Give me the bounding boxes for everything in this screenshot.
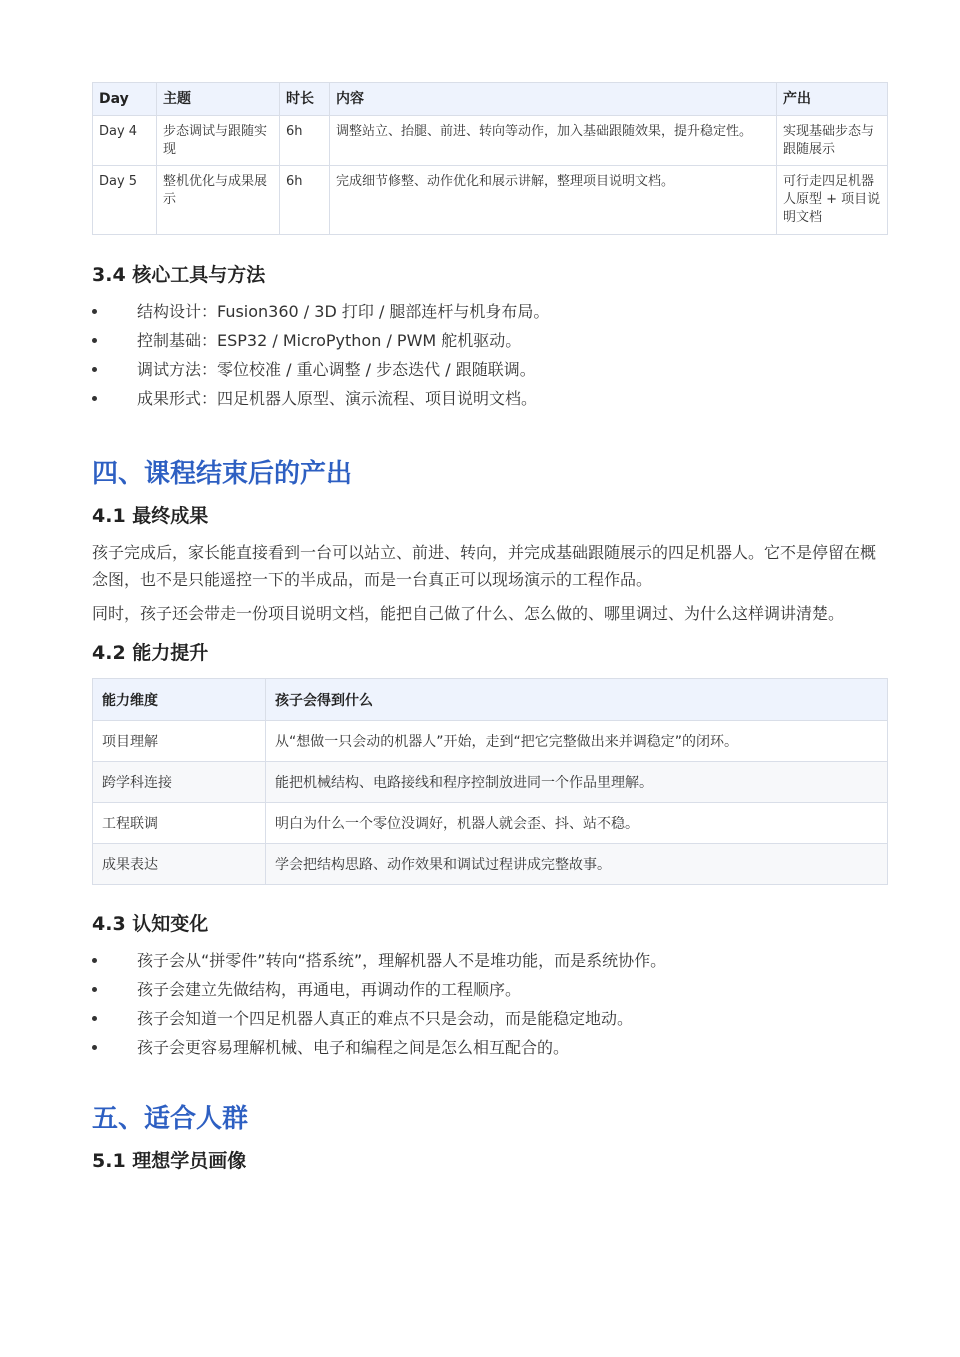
paragraph: 孩子完成后，家长能直接看到一台可以站立、前进、转向，并完成基础跟随展示的四足机器人。它不是停留在概念图，也不是只能遥控一下的半成品，而是一台真正可以现场演示的工程作品。 <box>92 543 877 589</box>
table-row <box>93 721 888 762</box>
col-header-gain: 孩子会得到什么 <box>266 679 888 721</box>
cell-dimension: 工程联调 <box>93 803 266 844</box>
section-5-heading: 五、适合人群 <box>92 1104 249 1134</box>
section-4-3-heading: 4.3 认知变化 <box>92 913 209 935</box>
cognition-list <box>92 946 887 1062</box>
cell-duration: 6h <box>280 166 330 235</box>
cell-gain: 明白为什么一个零位没调好，机器人就会歪、抖、站不稳。 <box>266 803 888 844</box>
cell-day: Day 5 <box>93 166 157 235</box>
table-row <box>93 803 888 844</box>
cell-gain: 能把机械结构、电路接线和程序控制放进同一个作品里理解。 <box>266 762 888 803</box>
list-item <box>92 946 887 975</box>
cell-content: 完成细节修整、动作优化和展示讲解，整理项目说明文档。 <box>330 166 777 235</box>
bullet-icon <box>92 367 97 372</box>
paragraph: 同时，孩子还会带走一份项目说明文档，能把自己做了什么、怎么做的、哪里调过、为什么这样调讲清楚。 <box>92 604 845 623</box>
cell-output: 实现基础步态与跟随展示 <box>777 116 888 166</box>
tools-list <box>92 297 887 413</box>
cell-day: Day 4 <box>93 116 157 166</box>
list-item <box>92 297 887 326</box>
col-header-topic: 主题 <box>157 83 280 116</box>
schedule-header-row <box>93 83 888 116</box>
bullet-icon <box>92 396 97 401</box>
list-item <box>92 326 887 355</box>
list-item-text: 孩子会从“拼零件”转向“搭系统”，理解机器人不是堆功能，而是系统协作。 <box>137 951 667 970</box>
section-5-1-heading: 5.1 理想学员画像 <box>92 1150 247 1172</box>
list-item-text: 调试方法：零位校准 / 重心调整 / 步态迭代 / 跟随联调。 <box>137 360 536 379</box>
list-item-text: 孩子会更容易理解机械、电子和编程之间是怎么相互配合的。 <box>137 1038 570 1057</box>
section-4-heading: 四、课程结束后的产出 <box>92 459 353 489</box>
section-4-2-heading: 4.2 能力提升 <box>92 642 209 664</box>
table-row <box>93 762 888 803</box>
col-header-duration: 时长 <box>280 83 330 116</box>
cell-gain: 学会把结构思路、动作效果和调试过程讲成完整故事。 <box>266 844 888 885</box>
ability-header-row <box>93 679 888 721</box>
cell-output: 可行走四足机器人原型 + 项目说明文档 <box>777 166 888 235</box>
cell-topic: 整机优化与成果展示 <box>157 166 280 235</box>
list-item-text: 控制基础：ESP32 / MicroPython / PWM 舵机驱动。 <box>137 331 522 350</box>
cell-dimension: 成果表达 <box>93 844 266 885</box>
bullet-icon <box>92 958 97 963</box>
cell-dimension: 跨学科连接 <box>93 762 266 803</box>
list-item <box>92 975 887 1004</box>
section-4-1-heading: 4.1 最终成果 <box>92 505 209 527</box>
list-item <box>92 355 887 384</box>
col-header-day: Day <box>93 83 157 116</box>
bullet-icon <box>92 309 97 314</box>
cell-content: 调整站立、抬腿、前进、转向等动作，加入基础跟随效果，提升稳定性。 <box>330 116 777 166</box>
cell-topic: 步态调试与跟随实现 <box>157 116 280 166</box>
list-item <box>92 1033 887 1062</box>
list-item-text: 孩子会知道一个四足机器人真正的难点不只是会动，而是能稳定地动。 <box>137 1009 634 1028</box>
table-row <box>93 844 888 885</box>
document-page <box>92 82 887 1174</box>
list-item-text: 成果形式：四足机器人原型、演示流程、项目说明文档。 <box>137 389 538 408</box>
table-row <box>93 116 888 166</box>
table-row <box>93 166 888 235</box>
section-3-4-heading: 3.4 核心工具与方法 <box>92 264 266 286</box>
col-header-content: 内容 <box>330 83 777 116</box>
list-item <box>92 1004 887 1033</box>
col-header-dimension: 能力维度 <box>93 679 266 721</box>
cell-gain: 从“想做一只会动的机器人”开始，走到“把它完整做出来并调稳定”的闭环。 <box>266 721 888 762</box>
col-header-output: 产出 <box>777 83 888 116</box>
bullet-icon <box>92 1016 97 1021</box>
ability-table <box>92 678 888 885</box>
bullet-icon <box>92 1045 97 1050</box>
cell-duration: 6h <box>280 116 330 166</box>
cell-dimension: 项目理解 <box>93 721 266 762</box>
bullet-icon <box>92 987 97 992</box>
bullet-icon <box>92 338 97 343</box>
list-item-text: 孩子会建立先做结构，再通电，再调动作的工程顺序。 <box>137 980 522 999</box>
list-item <box>92 384 887 413</box>
list-item-text: 结构设计：Fusion360 / 3D 打印 / 腿部连杆与机身布局。 <box>137 302 550 321</box>
schedule-table <box>92 82 888 235</box>
